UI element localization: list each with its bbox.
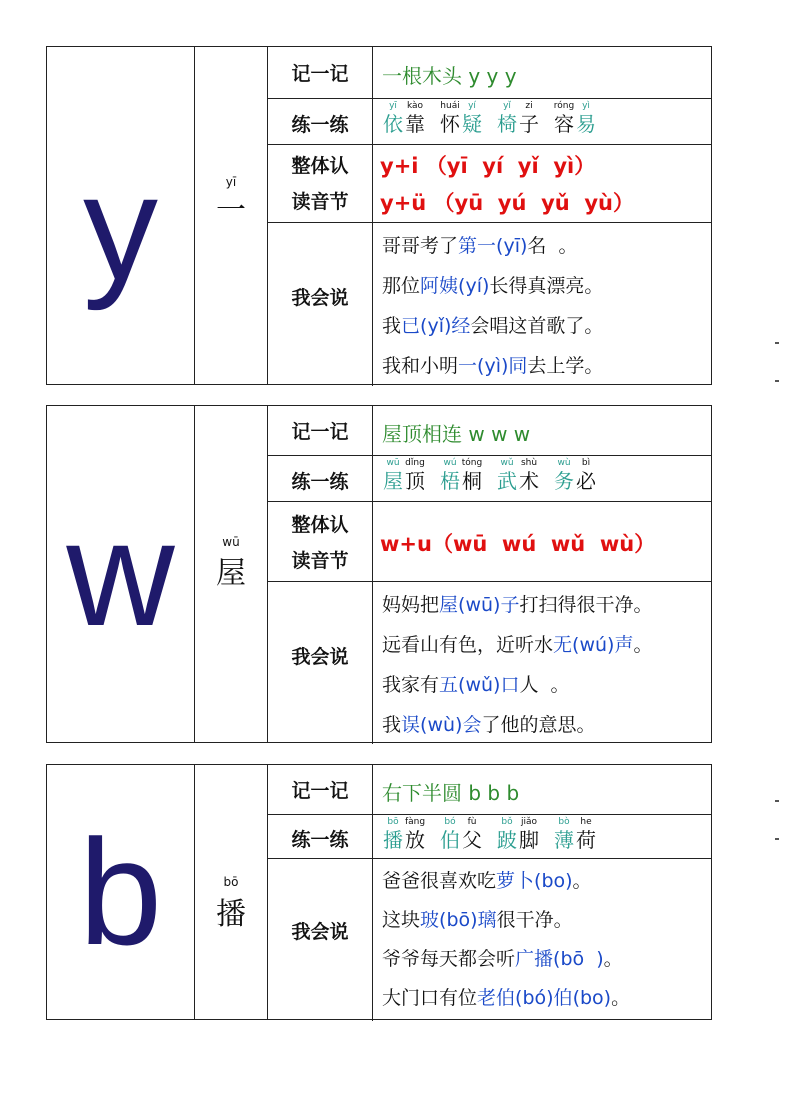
label-whole [268, 145, 373, 223]
syllable-hanzi: 必 [576, 469, 596, 493]
char-hanzi: 一 [216, 193, 246, 228]
sentence-part: (bō) [439, 909, 478, 931]
sentence-part: 第一 [458, 235, 497, 257]
syllable-pinyin: fù [467, 817, 477, 827]
sentence [382, 311, 603, 338]
syllable-hanzi: 父 [462, 828, 482, 852]
syllable-hanzi: 荷 [576, 828, 596, 852]
practice-words [382, 101, 597, 136]
sentence-part: (bo) [572, 987, 612, 1009]
syllable-hanzi: 靠 [405, 112, 425, 136]
sentence-part: 伯 [553, 987, 573, 1009]
whole-cell [373, 502, 711, 582]
practice-word [496, 458, 540, 493]
syllable [575, 458, 597, 493]
syllable-hanzi: 屋 [383, 469, 403, 493]
char-pinyin: wū [222, 535, 240, 549]
whole-syllable-line: y+i （yī yí yǐ yì） [380, 154, 596, 178]
syllable [518, 101, 540, 136]
syllable-pinyin: tóng [461, 458, 483, 468]
sentence [382, 905, 573, 932]
sentence-part: 妈妈把 [382, 594, 440, 616]
sentence-part: 我和小明 [382, 355, 459, 377]
syllable [518, 817, 540, 852]
sentence-part: 误 [401, 714, 421, 736]
sentence-part: (yǐ) [420, 315, 452, 337]
sentences-cell [373, 582, 711, 744]
syllable [496, 458, 518, 493]
syllable-pinyin: yì [582, 101, 590, 111]
syllable [461, 458, 483, 493]
label-text: 记一记 [291, 63, 349, 85]
label-speak [268, 223, 373, 386]
syllable-hanzi: 容 [554, 112, 574, 136]
syllable [404, 458, 426, 493]
sentence-part: 会 [462, 714, 482, 736]
practice-word [553, 101, 597, 136]
syllable-hanzi: 疑 [462, 112, 482, 136]
syllable-pinyin: wú [443, 458, 457, 468]
syllable-hanzi: 务 [554, 469, 574, 493]
syllable [461, 101, 483, 136]
letter-cell [47, 765, 195, 1019]
syllable-hanzi: 术 [519, 469, 539, 493]
sentence-part: 阿姨 [420, 275, 459, 297]
label-practice [268, 456, 373, 502]
label-remember [268, 765, 373, 815]
sentence [382, 590, 652, 617]
scan-mark [775, 380, 779, 382]
sentence-part: 一 [458, 355, 478, 377]
syllable [382, 101, 404, 136]
sentences-cell [373, 223, 711, 386]
sentence-part: (wū) [458, 594, 501, 616]
syllable [382, 817, 404, 852]
sentence [382, 983, 630, 1010]
label-speak [268, 582, 373, 744]
mnemonic-text: 一根木头 y y y [382, 64, 517, 88]
sentence-part: (yī) [496, 235, 528, 257]
sentence-part: (yí) [458, 275, 490, 297]
mnemonic-text: 屋顶相连 w w w [382, 422, 531, 446]
practice-words [382, 817, 597, 852]
sentence [382, 231, 577, 258]
sentence-part: 我 [382, 315, 402, 337]
label-text: 读音节 [291, 191, 349, 213]
sentence-part: 子 [500, 594, 520, 616]
sentence-part: (bo) [534, 870, 573, 892]
syllable [553, 101, 575, 136]
letter-cell [47, 47, 195, 384]
sentence-part: 去上学。 [527, 355, 604, 377]
mnemonic-cell [373, 765, 711, 815]
label-practice [268, 815, 373, 859]
card-w [46, 405, 712, 743]
syllable-pinyin: shù [520, 458, 538, 468]
syllable-pinyin: yǐ [503, 101, 511, 111]
sentence-part: (bó) [515, 987, 554, 1009]
char-pinyin: bō [223, 875, 239, 889]
syllable [404, 101, 426, 136]
practice-word [496, 101, 540, 136]
syllable-pinyin: fàng [404, 817, 426, 827]
sentence-part: 五 [439, 674, 459, 696]
sentence-part: 会唱这首歌了。 [470, 315, 604, 337]
practice-word [553, 817, 597, 852]
sentence-part: 爸爸很喜欢吃 [382, 870, 497, 892]
syllable-pinyin: wù [557, 458, 571, 468]
syllable-hanzi: 子 [519, 112, 539, 136]
practice-word [553, 458, 597, 493]
syllable-pinyin: wū [386, 458, 400, 468]
syllable [404, 817, 426, 852]
whole-syllable-line: y+ü （yū yú yǔ yù） [380, 191, 634, 215]
sentence-part: 。 [633, 634, 653, 656]
card-y [46, 46, 712, 385]
syllable [496, 101, 518, 136]
syllable-pinyin: zi [525, 101, 533, 111]
practice-cell [373, 456, 711, 502]
syllable-pinyin: bì [581, 458, 591, 468]
sentence-part: 我 [382, 714, 402, 736]
sentence-part: 很干净。 [496, 909, 573, 931]
sentence [382, 866, 592, 893]
sentence-part: 口 [500, 674, 520, 696]
syllable [461, 817, 483, 852]
mnemonic-cell [373, 406, 711, 456]
char-cell [195, 47, 268, 384]
syllable-hanzi: 依 [383, 112, 403, 136]
syllable [439, 101, 461, 136]
practice-word [382, 101, 426, 136]
scan-mark [775, 838, 779, 840]
sentence [382, 670, 570, 697]
syllable [575, 101, 597, 136]
label-practice [268, 99, 373, 145]
sentence-part: 萝卜 [496, 870, 535, 892]
sentence-part: 大门口有位 [382, 987, 478, 1009]
sentence [382, 630, 652, 657]
label-text: 练一练 [291, 114, 349, 136]
syllable-hanzi: 伯 [440, 828, 460, 852]
label-text: 我会说 [291, 646, 349, 668]
syllable [553, 817, 575, 852]
sentence-part: 玻 [420, 909, 440, 931]
char-cell [195, 406, 268, 742]
syllable-hanzi: 椅 [497, 112, 517, 136]
syllable-hanzi: 放 [405, 828, 425, 852]
sentence-part: 我家有 [382, 674, 440, 696]
sentence [382, 710, 595, 737]
sentence-part: 爷爷每天都会听 [382, 948, 516, 970]
label-speak [268, 859, 373, 1021]
syllable-pinyin: wǔ [500, 458, 514, 468]
label-text: 练一练 [291, 829, 349, 851]
sentence-part: 那位 [382, 275, 421, 297]
sentence-part: 老伯 [477, 987, 516, 1009]
sentence-part: 广播 [515, 948, 554, 970]
sentence-part: 同 [508, 355, 528, 377]
sentence [382, 271, 603, 298]
syllable-hanzi: 播 [383, 828, 403, 852]
practice-cell [373, 99, 711, 145]
label-text: 我会说 [291, 287, 349, 309]
syllable-pinyin: he [580, 817, 592, 827]
sentence-part: 长得真漂亮。 [489, 275, 604, 297]
label-text: 整体认 [291, 155, 349, 177]
sentence-part: 了他的意思。 [481, 714, 596, 736]
syllable-hanzi: 脚 [519, 828, 539, 852]
sentence-part: 打扫得很干净。 [519, 594, 653, 616]
syllable-hanzi: 怀 [440, 112, 460, 136]
sentence-part: 远看山有色，近听水 [382, 634, 554, 656]
syllable [439, 458, 461, 493]
label-whole [268, 502, 373, 582]
sentence-part: 经 [451, 315, 471, 337]
scan-mark [775, 800, 779, 802]
syllable-hanzi: 易 [576, 112, 596, 136]
card-b [46, 764, 712, 1020]
syllable-pinyin: dǐng [405, 458, 425, 468]
label-text: 整体认 [291, 514, 349, 536]
practice-words [382, 458, 597, 493]
sentence-part: 人 。 [519, 674, 570, 696]
sentence-part: (bō ) [553, 948, 604, 970]
sentence-part: 无 [553, 634, 573, 656]
syllable-pinyin: jiǎo [520, 817, 538, 827]
sentence-part: 声 [614, 634, 634, 656]
letter-cell [47, 406, 195, 742]
mnemonic-cell [373, 47, 711, 99]
syllable [439, 817, 461, 852]
label-remember [268, 406, 373, 456]
char-cell [195, 765, 268, 1019]
syllable-hanzi: 梧 [440, 469, 460, 493]
syllable-pinyin: róng [553, 101, 575, 111]
char-pinyin: yī [225, 175, 237, 189]
label-text: 读音节 [291, 550, 349, 572]
syllable-pinyin: bǒ [501, 817, 513, 827]
practice-cell [373, 815, 711, 859]
sentences-cell [373, 859, 711, 1021]
sentence-part: (wù) [420, 714, 463, 736]
syllable-hanzi: 跛 [497, 828, 517, 852]
syllable-hanzi: 顶 [405, 469, 425, 493]
sentence-part: 璃 [477, 909, 497, 931]
sentence [382, 351, 603, 378]
big-letter: b [78, 808, 163, 976]
practice-word [382, 817, 426, 852]
practice-word [439, 817, 483, 852]
syllable-pinyin: bò [558, 817, 570, 827]
whole-syllable-line: w+u（wū wú wǔ wù） [380, 532, 656, 556]
label-remember [268, 47, 373, 99]
syllable [382, 458, 404, 493]
syllable-pinyin: bó [444, 817, 456, 827]
whole-cell [373, 145, 711, 223]
sentence-part: 哥哥考了 [382, 235, 459, 257]
syllable-hanzi: 武 [497, 469, 517, 493]
syllable-pinyin: huái [440, 101, 460, 111]
syllable [518, 458, 540, 493]
syllable-hanzi: 薄 [554, 828, 574, 852]
practice-word [439, 101, 483, 136]
sentence-part: 名 。 [527, 235, 578, 257]
syllable-pinyin: kào [406, 101, 424, 111]
sentence-part: (wǔ) [458, 674, 501, 696]
sentence-part: (wú) [572, 634, 615, 656]
big-letter: w [66, 489, 175, 657]
sentence-part: 。 [572, 870, 592, 892]
char-hanzi: 播 [216, 897, 246, 932]
char-hanzi: 屋 [216, 556, 246, 591]
label-text: 我会说 [291, 921, 349, 943]
sentence-part: 这块 [382, 909, 421, 931]
sentence-part: 。 [603, 948, 623, 970]
syllable-pinyin: yí [468, 101, 476, 111]
mnemonic-text: 右下半圆 b b b [382, 781, 520, 805]
sentence-part: (yì) [477, 355, 509, 377]
label-text: 练一练 [291, 471, 349, 493]
syllable-pinyin: yī [389, 101, 397, 111]
syllable [553, 458, 575, 493]
practice-word [382, 458, 426, 493]
label-text: 记一记 [291, 421, 349, 443]
syllable [496, 817, 518, 852]
big-letter: y [83, 143, 158, 311]
sentence-part: 。 [611, 987, 631, 1009]
sentence-part: 屋 [439, 594, 459, 616]
scan-mark [775, 342, 779, 344]
syllable-hanzi: 桐 [462, 469, 482, 493]
label-text: 记一记 [291, 780, 349, 802]
sentence-part: 已 [401, 315, 421, 337]
sentence [382, 944, 623, 971]
syllable [575, 817, 597, 852]
practice-word [496, 817, 540, 852]
syllable-pinyin: bō [387, 817, 399, 827]
practice-word [439, 458, 483, 493]
